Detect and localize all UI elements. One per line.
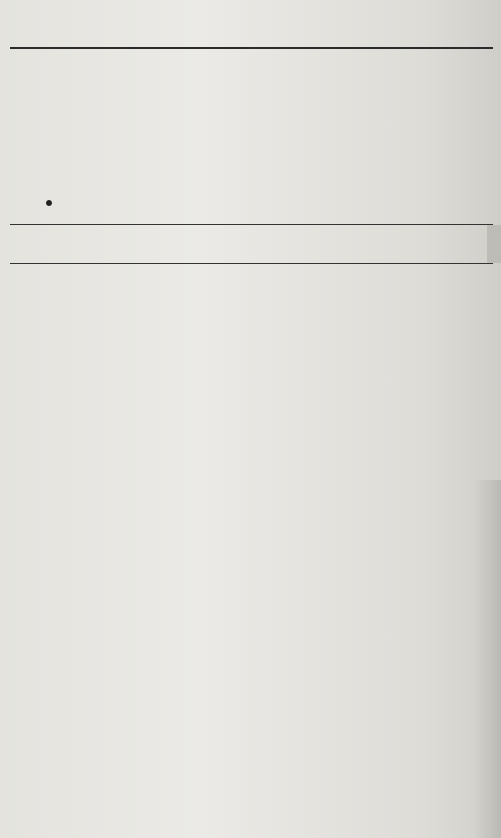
section-header	[10, 224, 493, 264]
header-rule	[10, 47, 493, 49]
section-edge-bar	[487, 225, 501, 263]
page-shadow	[473, 480, 501, 838]
bullet-dot-icon	[46, 200, 52, 206]
